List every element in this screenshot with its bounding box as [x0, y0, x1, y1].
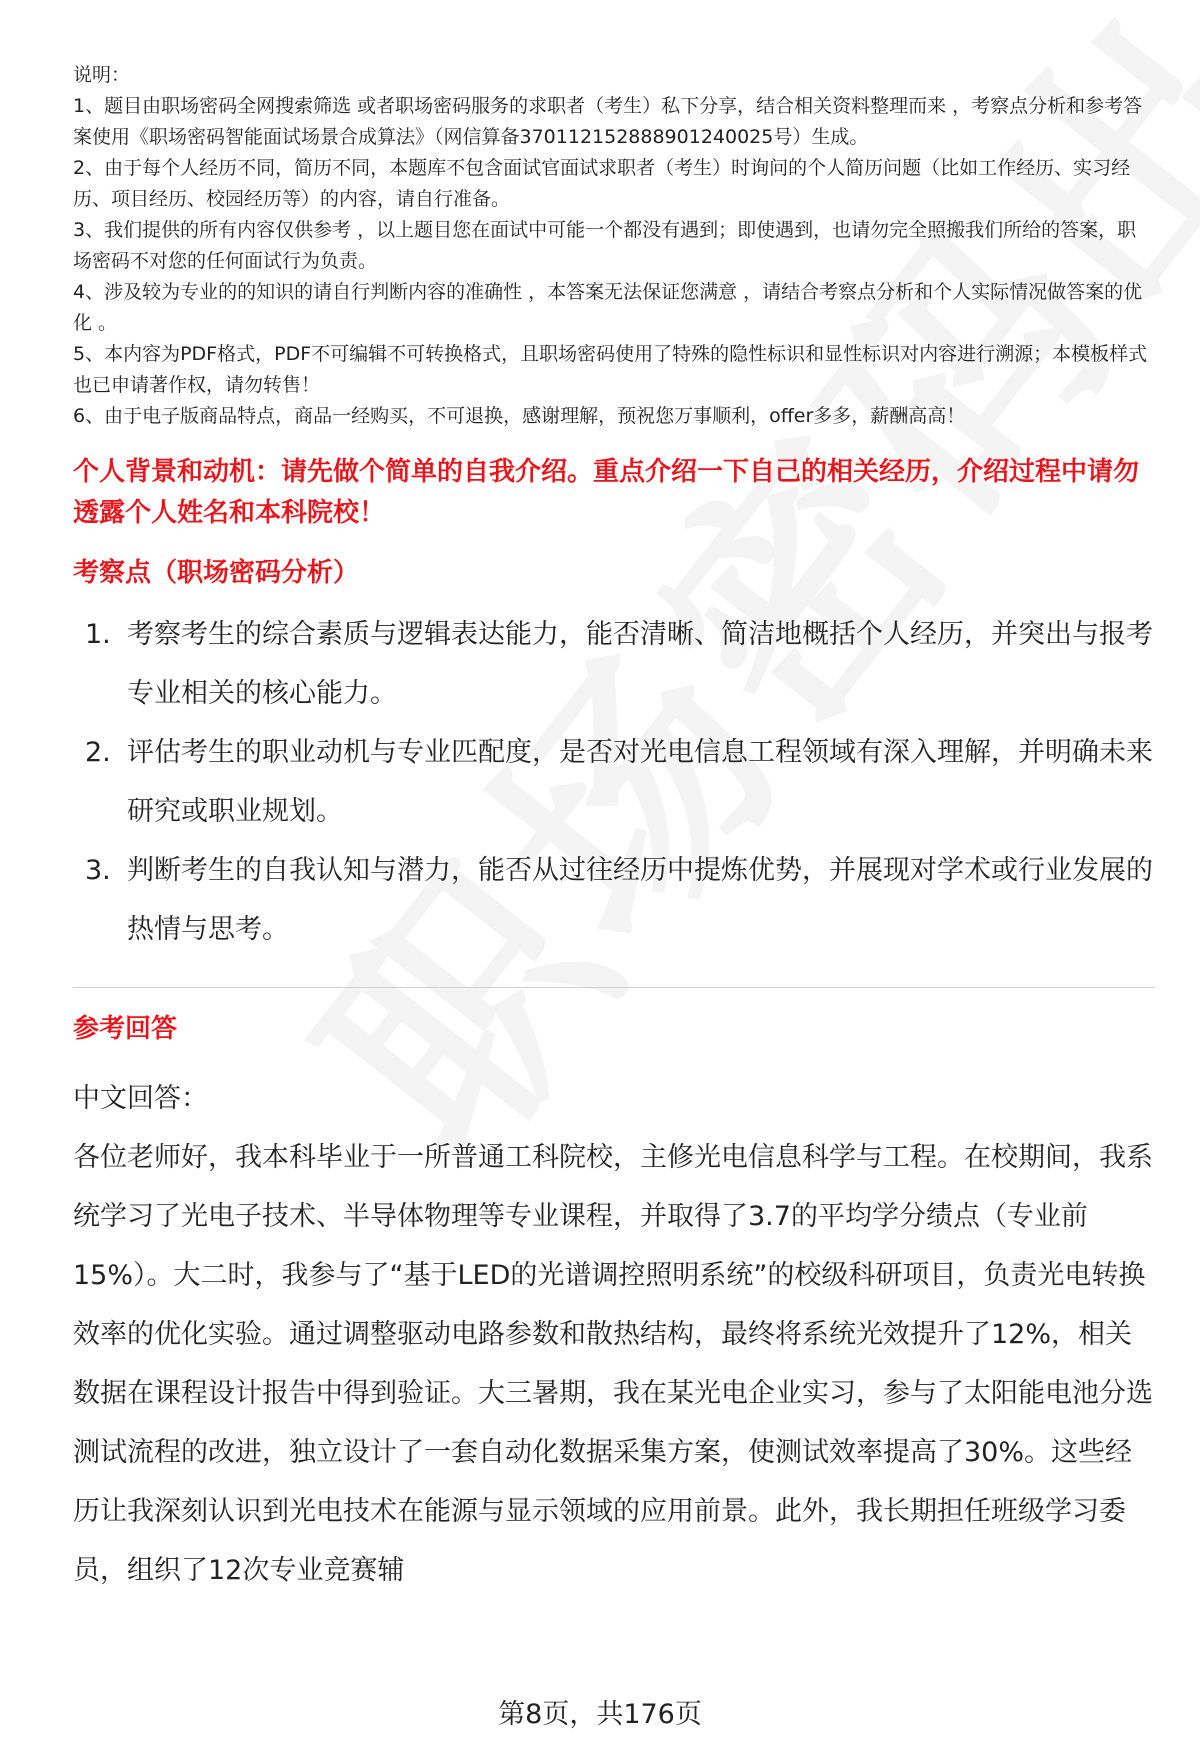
- note-item: 1、题目由职场密码全网搜索筛选 或者职场密码服务的求职者（考生）私下分享，结合相关资料整理而来 ，考察点分析和参考答案使用《职场密码智能面试场景合成算法》（网信算备370112152888901240025号）生成。: [73, 95, 1143, 148]
- point-text: 判断考生的自我认知与潜力，能否从过往经历中提炼优势，并展现对学术或行业发展的热情与思考。: [127, 855, 1153, 945]
- note-item: 6、由于电子版商品特点，商品一经购买，不可退换，感谢理解，预祝您万事顺利，offer多多，薪酬高高！: [73, 405, 966, 427]
- analysis-point: [73, 841, 1155, 959]
- interview-question: 个人背景和动机：请先做个简单的自我介绍。重点介绍一下自己的相关经历，介绍过程中请勿透露个人姓名和本科院校！: [73, 457, 1140, 528]
- reference-heading: 参考回答: [73, 1014, 178, 1044]
- document-page: [73, 60, 1155, 1600]
- note-item: 5、本内容为PDF格式，PDF不可编辑不可转换格式，且职场密码使用了特殊的隐性标识和显性标识对内容进行溯源；本模板样式也已申请著作权，请勿转售！: [73, 343, 1148, 396]
- note-item: 2、由于每个人经历不同，简历不同，本题库不包含面试官面试求职者（考生）时询问的个人简历问题（比如工作经历、实习经历、项目经历、校园经历等）的内容，请自行准备。: [73, 157, 1131, 210]
- answer-body: 各位老师好，我本科毕业于一所普通工科院校，主修光电信息科学与工程。在校期间，我系统学习了光电子技术、半导体物理等专业课程，并取得了3.7的平均学分绩点（专业前15%）。大二时，我参与了“基于LED的光谱调控照明系统”的校级科研项目，负责光电转换效率的优化实验。通过调整驱动电路参数和散热结构，最终将系统光效提升了12%，相关数据在课程设计报告中得到验证。大三暑期，我在某光电企业实习，参与了太阳能电池分选测试流程的改进，独立设计了一套自动化数据采集方案，使测试效率提高了30%。这些经历让我深刻认识到光电技术在能源与显示领域的应用前景。此外，我长期担任班级学习委员，组织了12次专业竞赛辅: [73, 1142, 1153, 1586]
- point-number: 1.: [85, 619, 111, 650]
- note-item: 3、我们提供的所有内容仅供参考 ，以上题目您在面试中可能一个都没有遇到；即使遇到，也请勿完全照搬我们所给的答案，职场密码不对您的任何面试行为负责。: [73, 219, 1137, 272]
- answer-language-label: 中文回答：: [73, 1083, 208, 1114]
- notes-title: 说明：: [73, 64, 131, 86]
- point-text: 评估考生的职业动机与专业匹配度，是否对光电信息工程领域有深入理解，并明确未来研究或职业规划。: [127, 737, 1153, 827]
- notes-section: [73, 60, 1155, 432]
- analysis-point: [73, 605, 1155, 723]
- page-number: 第8页，共176页: [498, 1699, 702, 1730]
- section-divider: [73, 987, 1155, 988]
- reference-answer: [73, 1069, 1155, 1600]
- point-text: 考察考生的综合素质与逻辑表达能力，能否清晰、简洁地概括个人经历，并突出与报考专业相关的核心能力。: [127, 619, 1153, 709]
- analysis-heading: 考察点（职场密码分析）: [73, 558, 360, 588]
- note-item: 4、涉及较为专业的的知识的请自行判断内容的准确性 ，本答案无法保证您满意 ，请结合考察点分析和个人实际情况做答案的优化 。: [73, 281, 1143, 334]
- analysis-points: [73, 605, 1155, 959]
- point-number: 3.: [85, 855, 111, 886]
- analysis-point: [73, 723, 1155, 841]
- point-number: 2.: [85, 737, 111, 768]
